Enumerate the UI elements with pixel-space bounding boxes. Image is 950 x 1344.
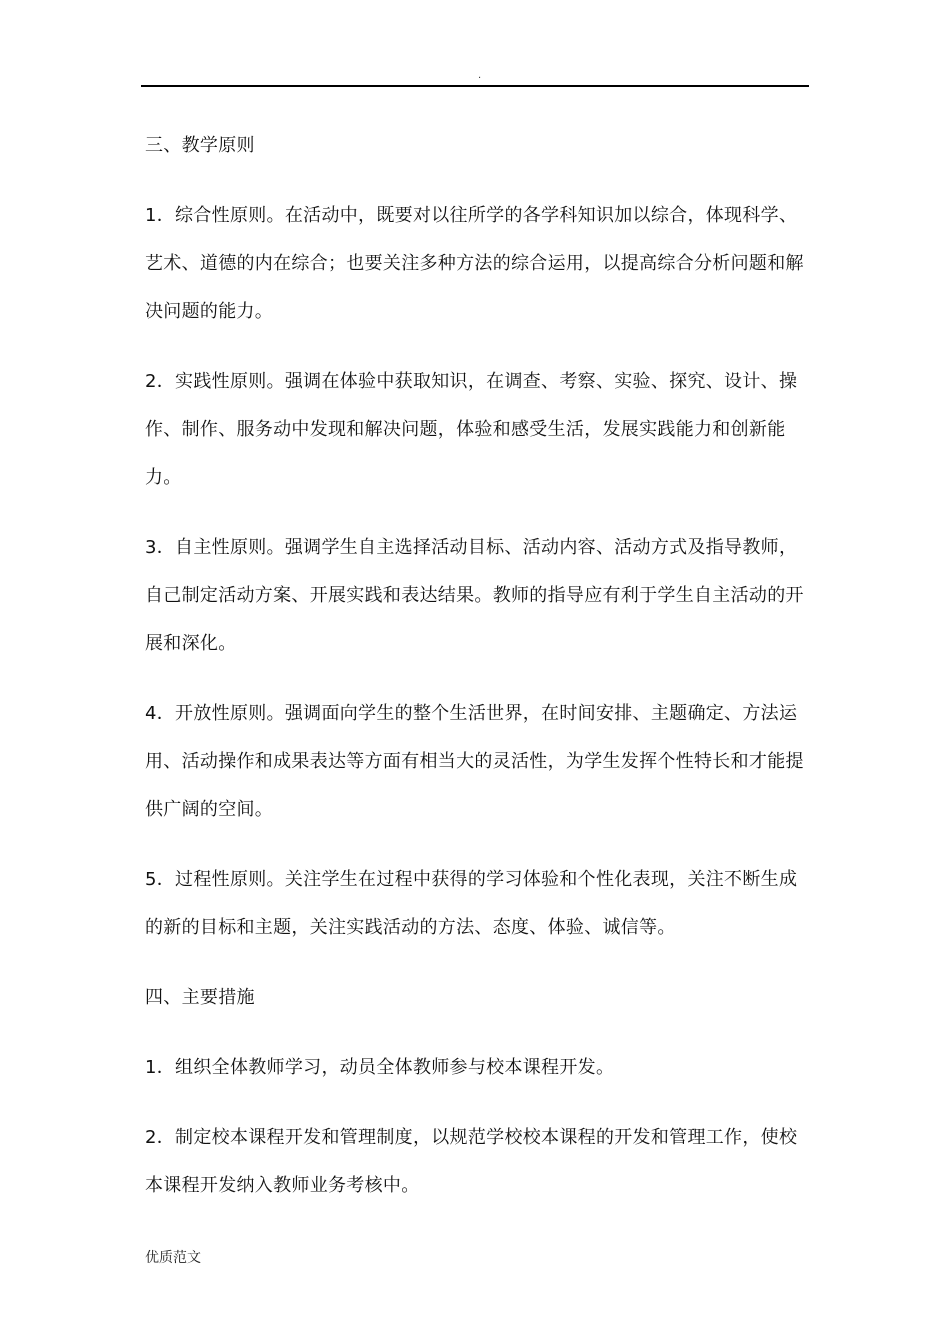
measure-management-system: 2．制定校本课程开发和管理制度，以规范学校校本课程的开发和管理工作，使校本课程开发纳入教师业务考核中。 bbox=[145, 1127, 798, 1196]
principle-open: 4．开放性原则。强调面向学生的整个生活世界，在时间安排、主题确定、方法运用、活动操作和成果表达等方面有相当大的灵活性，为学生发挥个性特长和才能提供广阔的空间。 bbox=[145, 703, 804, 820]
principle-practical: 2．实践性原则。强调在体验中获取知识，在调查、考察、实验、探究、设计、操作、制作、服务动中发现和解决问题，体验和感受生活，发展实践能力和创新能力。 bbox=[145, 371, 798, 488]
section-heading-principles: 三、教学原则 bbox=[145, 135, 255, 156]
header-mark: . bbox=[478, 70, 482, 81]
principle-autonomous: 3．自主性原则。强调学生自主选择活动目标、活动内容、活动方式及指导教师，自己制定活动方案、开展实践和表达结果。教师的指导应有利于学生自主活动的开展和深化。 bbox=[145, 537, 804, 654]
principle-process: 5．过程性原则。关注学生在过程中获得的学习体验和个性化表现，关注不断生成的新的目标和主题，关注实践活动的方法、态度、体验、诚信等。 bbox=[145, 869, 798, 938]
principle-comprehensive: 1．综合性原则。在活动中，既要对以往所学的各学科知识加以综合，体现科学、艺术、道德的内在综合；也要关注多种方法的综合运用，以提高综合分析问题和解决问题的能力。 bbox=[145, 205, 804, 322]
footer-label: 优质范文 bbox=[145, 1250, 201, 1266]
header-rule bbox=[141, 85, 809, 87]
measure-teacher-study: 1．组织全体教师学习，动员全体教师参与校本课程开发。 bbox=[145, 1057, 615, 1078]
document-body bbox=[145, 122, 813, 1232]
section-heading-measures: 四、主要措施 bbox=[145, 987, 255, 1008]
